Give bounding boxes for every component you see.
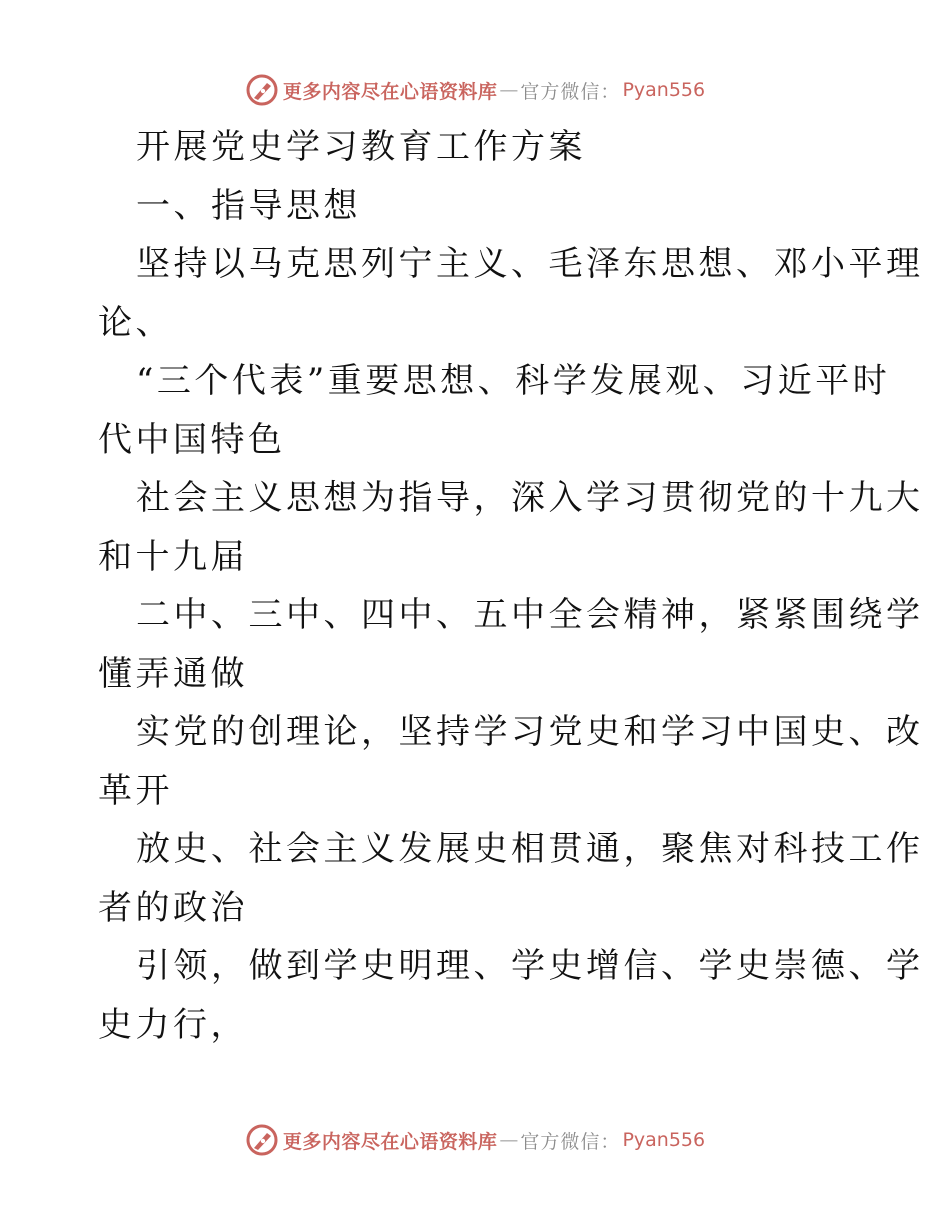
- document-line: 和十九届: [98, 536, 248, 577]
- watermark-wechat-id: Pyan556: [622, 79, 706, 101]
- pen-nib-circle-icon: [245, 1123, 279, 1157]
- document-line: 史力行，: [98, 1004, 248, 1045]
- document-line: 代中国特色: [98, 419, 286, 460]
- document-body: [98, 118, 924, 1054]
- document-line: 引领，做到学史明理、学史增信、学史崇德、学: [136, 946, 924, 986]
- footer-watermark: [0, 1120, 950, 1160]
- watermark-dash: —: [499, 1129, 519, 1151]
- document-line: 社会主义思想为指导，深入学习贯彻党的十九大: [136, 478, 924, 518]
- document-line: 二中、三中、四中、五中全会精神，紧紧围绕学: [136, 595, 924, 635]
- watermark-main-text: 更多内容尽在心语资料库: [282, 80, 498, 103]
- watermark-main-text: 更多内容尽在心语资料库: [282, 1130, 498, 1153]
- watermark-wechat-label: 官方微信：: [520, 1130, 621, 1153]
- document-line: 者的政治: [98, 887, 248, 928]
- document-line: “三个代表”重要思想、科学发展观、习近平时: [136, 361, 891, 401]
- pen-nib-circle-icon: [245, 73, 279, 107]
- watermark-wechat-id: Pyan556: [622, 1129, 706, 1151]
- document-line: 一、指导思想: [136, 185, 361, 226]
- watermark-wechat-label: 官方微信：: [520, 80, 621, 103]
- document-line: 革开: [98, 770, 173, 811]
- header-watermark: [0, 70, 950, 110]
- document-line: 实党的创理论，坚持学习党史和学习中国史、改: [136, 712, 924, 752]
- document-line: 论、: [98, 302, 173, 343]
- document-line: 放史、社会主义发展史相贯通，聚焦对科技工作: [136, 829, 924, 869]
- watermark-dash: —: [499, 79, 519, 101]
- document-line: 开展党史学习教育工作方案: [136, 127, 586, 167]
- document-line: 坚持以马克思列宁主义、毛泽东思想、邓小平理: [136, 244, 924, 284]
- document-line: 懂弄通做: [98, 653, 248, 694]
